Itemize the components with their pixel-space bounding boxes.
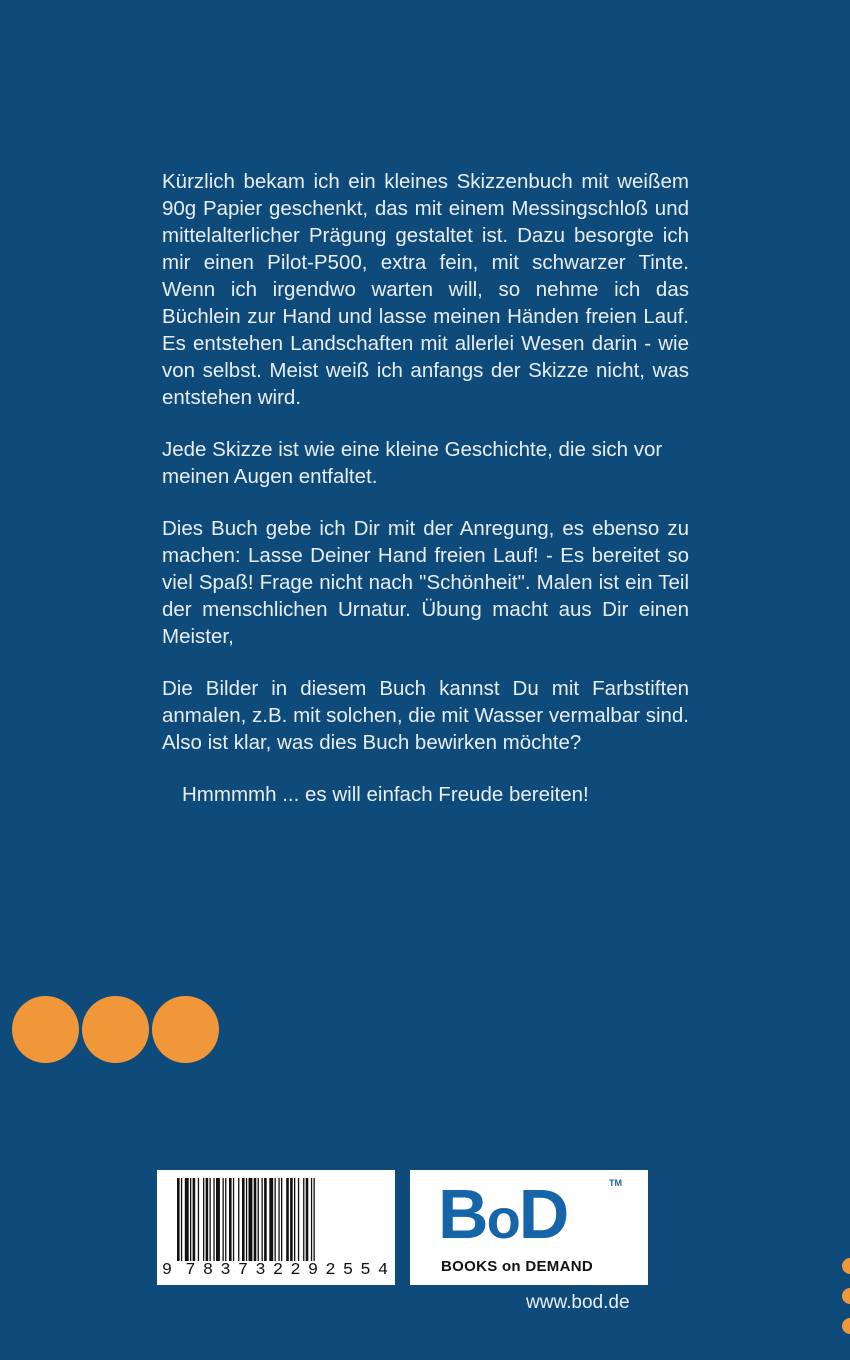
blurb-paragraph-2: Jede Skizze ist wie eine kleine Geschichte, die sich vor meinen Augen entfaltet. bbox=[162, 438, 663, 488]
blurb-paragraph-1: Kürzlich bekam ich ein kleines Skizzenbuch mit weißem 90g Papier geschenkt, das mit einem Messingschloß und mittelalterlicher Prägung gestaltet ist. Dazu besorgte ich mir einen Pilot-P500, extra fein, mit schwarzer Tinte. Wenn ich irgendwo warten will, so nehme ich das Büchlein zur Hand und lasse meinen Händen freien Lauf. Es entstehen Landschaften mit allerlei Wesen darin - wie von selbst. Meist weiß ich anfangs der Skizze nicht, was entstehen wird. bbox=[162, 170, 689, 409]
bod-logo-o: o bbox=[486, 1187, 519, 1250]
bod-logo bbox=[438, 1176, 567, 1257]
isbn-digit: 4 bbox=[377, 1261, 389, 1280]
trademark-mark: TM bbox=[609, 1178, 622, 1188]
edge-dot-2 bbox=[842, 1288, 850, 1304]
isbn-digit: 3 bbox=[220, 1261, 231, 1280]
isbn-barcode bbox=[157, 1170, 395, 1285]
edge-dot-1 bbox=[842, 1258, 850, 1274]
isbn-digit: 9 bbox=[161, 1261, 173, 1280]
blurb-paragraph-3: Dies Buch gebe ich Dir mit der Anregung, es ebenso zu machen: Lasse Deiner Hand freien Lauf! - Es bereitet so viel Spaß! Frage nicht nach "Schönheit". Malen ist ein Teil der menschlichen Urnatur. Übung macht aus Dir einen Meister, bbox=[162, 517, 689, 648]
isbn-digit: 2 bbox=[272, 1261, 284, 1280]
isbn-digit: 7 bbox=[237, 1261, 249, 1280]
bod-logo-b: B bbox=[438, 1175, 487, 1253]
isbn-digit: 3 bbox=[255, 1261, 266, 1280]
isbn-digit: 8 bbox=[202, 1261, 214, 1280]
isbn-digits bbox=[161, 1261, 389, 1281]
bod-tagline: BOOKS on DEMAND bbox=[441, 1258, 593, 1275]
orange-dot-3 bbox=[152, 996, 219, 1063]
blurb-closing-line: Hmmmmh ... es will einfach Freude bereiten! bbox=[182, 783, 589, 806]
back-cover-blurb bbox=[162, 168, 689, 833]
isbn-digit: 5 bbox=[342, 1261, 354, 1280]
orange-dot-2 bbox=[82, 996, 149, 1063]
isbn-digit: 9 bbox=[307, 1261, 319, 1280]
isbn-digit: 7 bbox=[185, 1261, 196, 1280]
decorative-dots bbox=[12, 996, 219, 1063]
publisher-logo-box bbox=[410, 1170, 648, 1285]
isbn-digit: 2 bbox=[290, 1261, 301, 1280]
edge-dot-3 bbox=[842, 1318, 850, 1334]
isbn-digit: 5 bbox=[360, 1261, 371, 1280]
orange-dot-1 bbox=[12, 996, 79, 1063]
isbn-digit: 2 bbox=[325, 1261, 336, 1280]
blurb-paragraph-4: Die Bilder in diesem Buch kannst Du mit Farbstiften anmalen, z.B. mit solchen, die mit Wasser vermalbar sind. Also ist klar, was dies Buch bewirken möchte? bbox=[162, 677, 689, 754]
bod-logo-d: D bbox=[518, 1175, 568, 1253]
publisher-url: www.bod.de bbox=[526, 1292, 630, 1313]
